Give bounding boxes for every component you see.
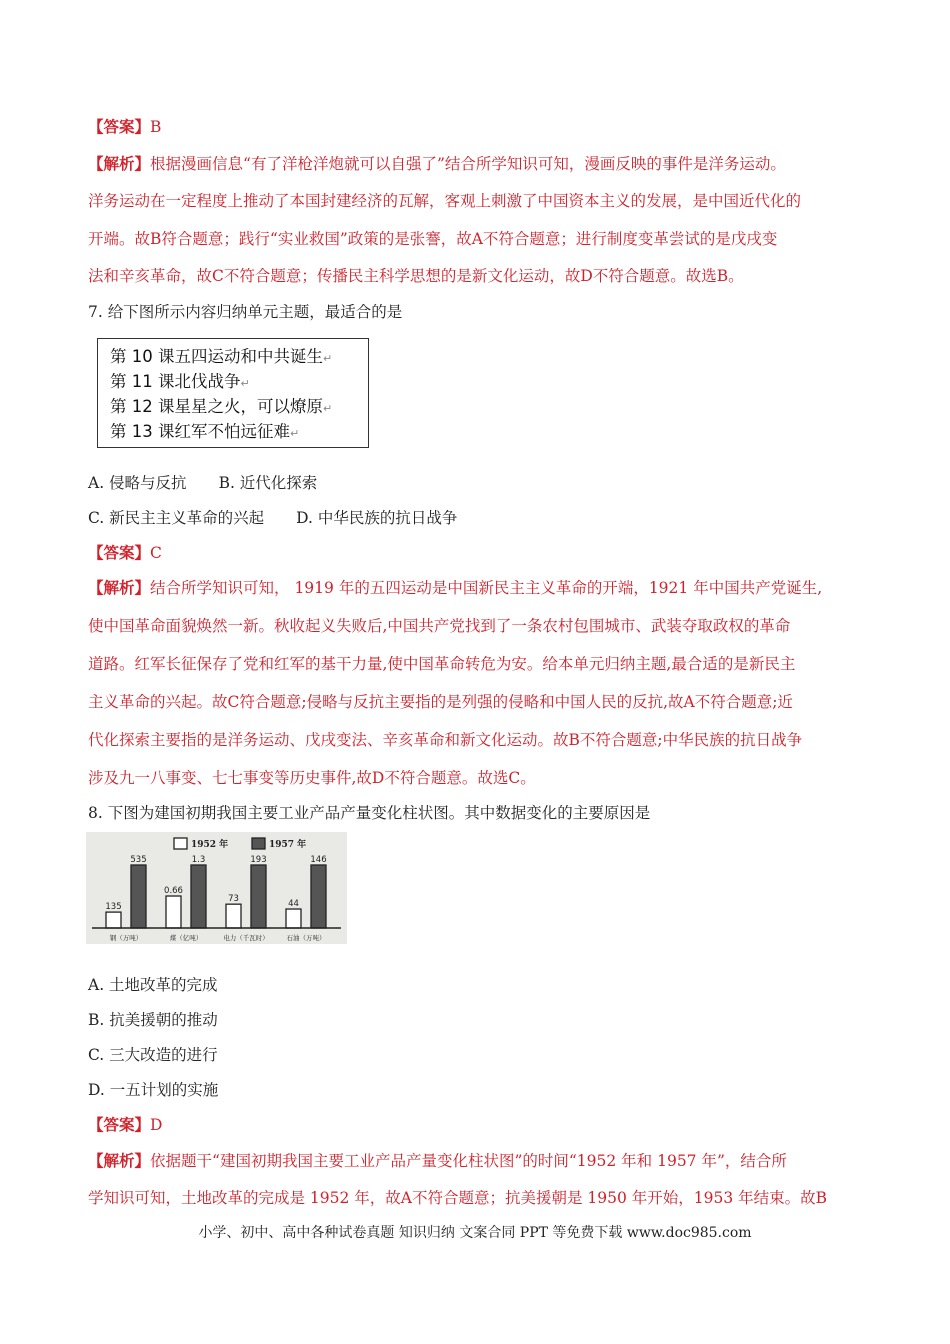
q7-stem: 7. 给下图所示内容归纳单元主题，最适合的是 bbox=[88, 303, 403, 321]
bar-data-label: 135 bbox=[105, 902, 122, 913]
q8-option: C. 三大改造的进行 bbox=[88, 1046, 218, 1064]
chart-bar bbox=[251, 865, 266, 928]
q6-answer bbox=[88, 117, 161, 137]
chart-bar bbox=[166, 896, 181, 928]
q7-analysis-line: 道路。红军长征保存了党和红军的基干力量,使中国革命转危为安。给本单元归纳主题,最合适的是新民主 bbox=[88, 655, 796, 673]
answer-value: C bbox=[150, 544, 162, 562]
answer-value: D bbox=[150, 1116, 163, 1134]
category-label: 钢（万吨） bbox=[109, 934, 143, 942]
legend-swatch bbox=[252, 838, 265, 849]
option-c: C. 新民主主义革命的兴起 bbox=[88, 509, 265, 527]
q7-analysis-line: 涉及九一八事变、七七事变等历史事件,故D不符合题意。故选C。 bbox=[88, 769, 536, 787]
bar-data-label: 1.3 bbox=[191, 855, 206, 865]
q8-analysis-line: 学知识可知，土地改革的完成是 1952 年，故A不符合题意；抗美援朝是 1950 年开始，1953 年结束。故B bbox=[88, 1189, 828, 1207]
answer-label: 【答案】 bbox=[88, 117, 151, 136]
q7-options-row bbox=[88, 473, 317, 493]
q6-analysis-line: 法和辛亥革命，故C不符合题意；传播民主科学思想的是新文化运动，故D不符合题意。故选B。 bbox=[88, 267, 744, 285]
q7-options-row bbox=[88, 508, 457, 528]
answer-label: 【答案】 bbox=[88, 543, 151, 562]
answer-value: B bbox=[150, 118, 162, 136]
q8-option: D. 一五计划的实施 bbox=[88, 1081, 219, 1099]
category-label: 电力（千瓦时） bbox=[223, 934, 269, 942]
q8-stem: 8. 下图为建国初期我国主要工业产品产量变化柱状图。其中数据变化的主要原因是 bbox=[88, 804, 651, 822]
lesson-item: 第 13 课红军不怕远征难↵ bbox=[110, 422, 300, 441]
bar-data-label: 146 bbox=[310, 855, 327, 865]
q8-option: B. 抗美援朝的推动 bbox=[88, 1011, 218, 1029]
lesson-item: 第 11 课北伐战争↵ bbox=[110, 372, 250, 391]
q8-analysis-line: 【解析】依据题干“建国初期我国主要工业产品产量变化柱状图”的时间“1952 年和 1957 年”，结合所 bbox=[88, 1151, 787, 1170]
chart-bar bbox=[311, 865, 326, 928]
chart-bar bbox=[106, 912, 121, 928]
analysis-label: 【解析】 bbox=[88, 154, 151, 173]
legend-swatch bbox=[174, 838, 187, 849]
q7-analysis-line: 主义革命的兴起。故C符合题意;侵略与反抗主要指的是列强的侵略和中国人民的反抗,故A不符合题意;近 bbox=[88, 693, 793, 711]
q7-analysis-line: 代化探索主要指的是洋务运动、戊戌变法、辛亥革命和新文化运动。故B不符合题意;中华民族的抗日战争 bbox=[88, 731, 803, 749]
option-d: D. 中华民族的抗日战争 bbox=[296, 509, 458, 527]
q8-option: A. 土地改革的完成 bbox=[88, 976, 218, 994]
analysis-label: 【解析】 bbox=[88, 578, 151, 597]
q7-analysis-line: 【解析】结合所学知识可知， 1919 年的五四运动是中国新民主主义革命的开端，1921 年中国共产党诞生, bbox=[88, 578, 823, 597]
page-footer: 小学、初中、高中各种试卷真题 知识归纳 文案合同 PPT 等免费下载 www.doc985.com bbox=[198, 1225, 752, 1241]
legend-label: 1952 年 bbox=[191, 840, 229, 850]
production-bar-chart bbox=[86, 832, 347, 944]
q7-analysis-line: 使中国革命面貌焕然一新。秋收起义失败后,中国共产党找到了一条农村包围城市、武装夺取政权的革命 bbox=[88, 617, 791, 635]
q6-analysis-line: 开端。故B符合题意；践行“实业救国”政策的是张謇，故A不符合题意；进行制度变革尝试的是戊戌变 bbox=[88, 230, 778, 248]
chart-bar bbox=[226, 904, 241, 928]
option-a: A. 侵略与反抗 bbox=[88, 474, 187, 492]
bar-data-label: 193 bbox=[250, 855, 267, 865]
chart-bar bbox=[131, 865, 146, 928]
category-label: 煤（亿吨） bbox=[169, 934, 203, 942]
lesson-item: 第 12 课星星之火，可以燎原↵ bbox=[110, 397, 333, 416]
legend-label: 1957 年 bbox=[269, 840, 307, 850]
bar-data-label: 535 bbox=[130, 855, 147, 865]
q6-analysis-line: 洋务运动在一定程度上推动了本国封建经济的瓦解，客观上刺激了中国资本主义的发展，是中国近代化的 bbox=[88, 192, 802, 210]
bar-data-label: 44 bbox=[288, 899, 299, 910]
chart-bar bbox=[191, 865, 206, 928]
bar-data-label: 0.66 bbox=[164, 886, 183, 897]
category-label: 石油（万吨） bbox=[286, 934, 326, 942]
chart-bar bbox=[286, 909, 301, 928]
q7-answer bbox=[88, 543, 162, 563]
chart-svg bbox=[86, 832, 347, 944]
lesson-list-box bbox=[97, 338, 369, 448]
q6-analysis-line: 【解析】根据漫画信息“有了洋枪洋炮就可以自强了”结合所学知识可知，漫画反映的事件是洋务运动。 bbox=[88, 154, 786, 173]
lesson-item: 第 10 课五四运动和中共诞生↵ bbox=[110, 347, 333, 366]
q8-answer bbox=[88, 1115, 162, 1135]
answer-label: 【答案】 bbox=[88, 1115, 151, 1134]
option-b: B. 近代化探索 bbox=[218, 474, 318, 492]
analysis-label: 【解析】 bbox=[88, 1151, 151, 1170]
bar-data-label: 73 bbox=[228, 894, 239, 905]
